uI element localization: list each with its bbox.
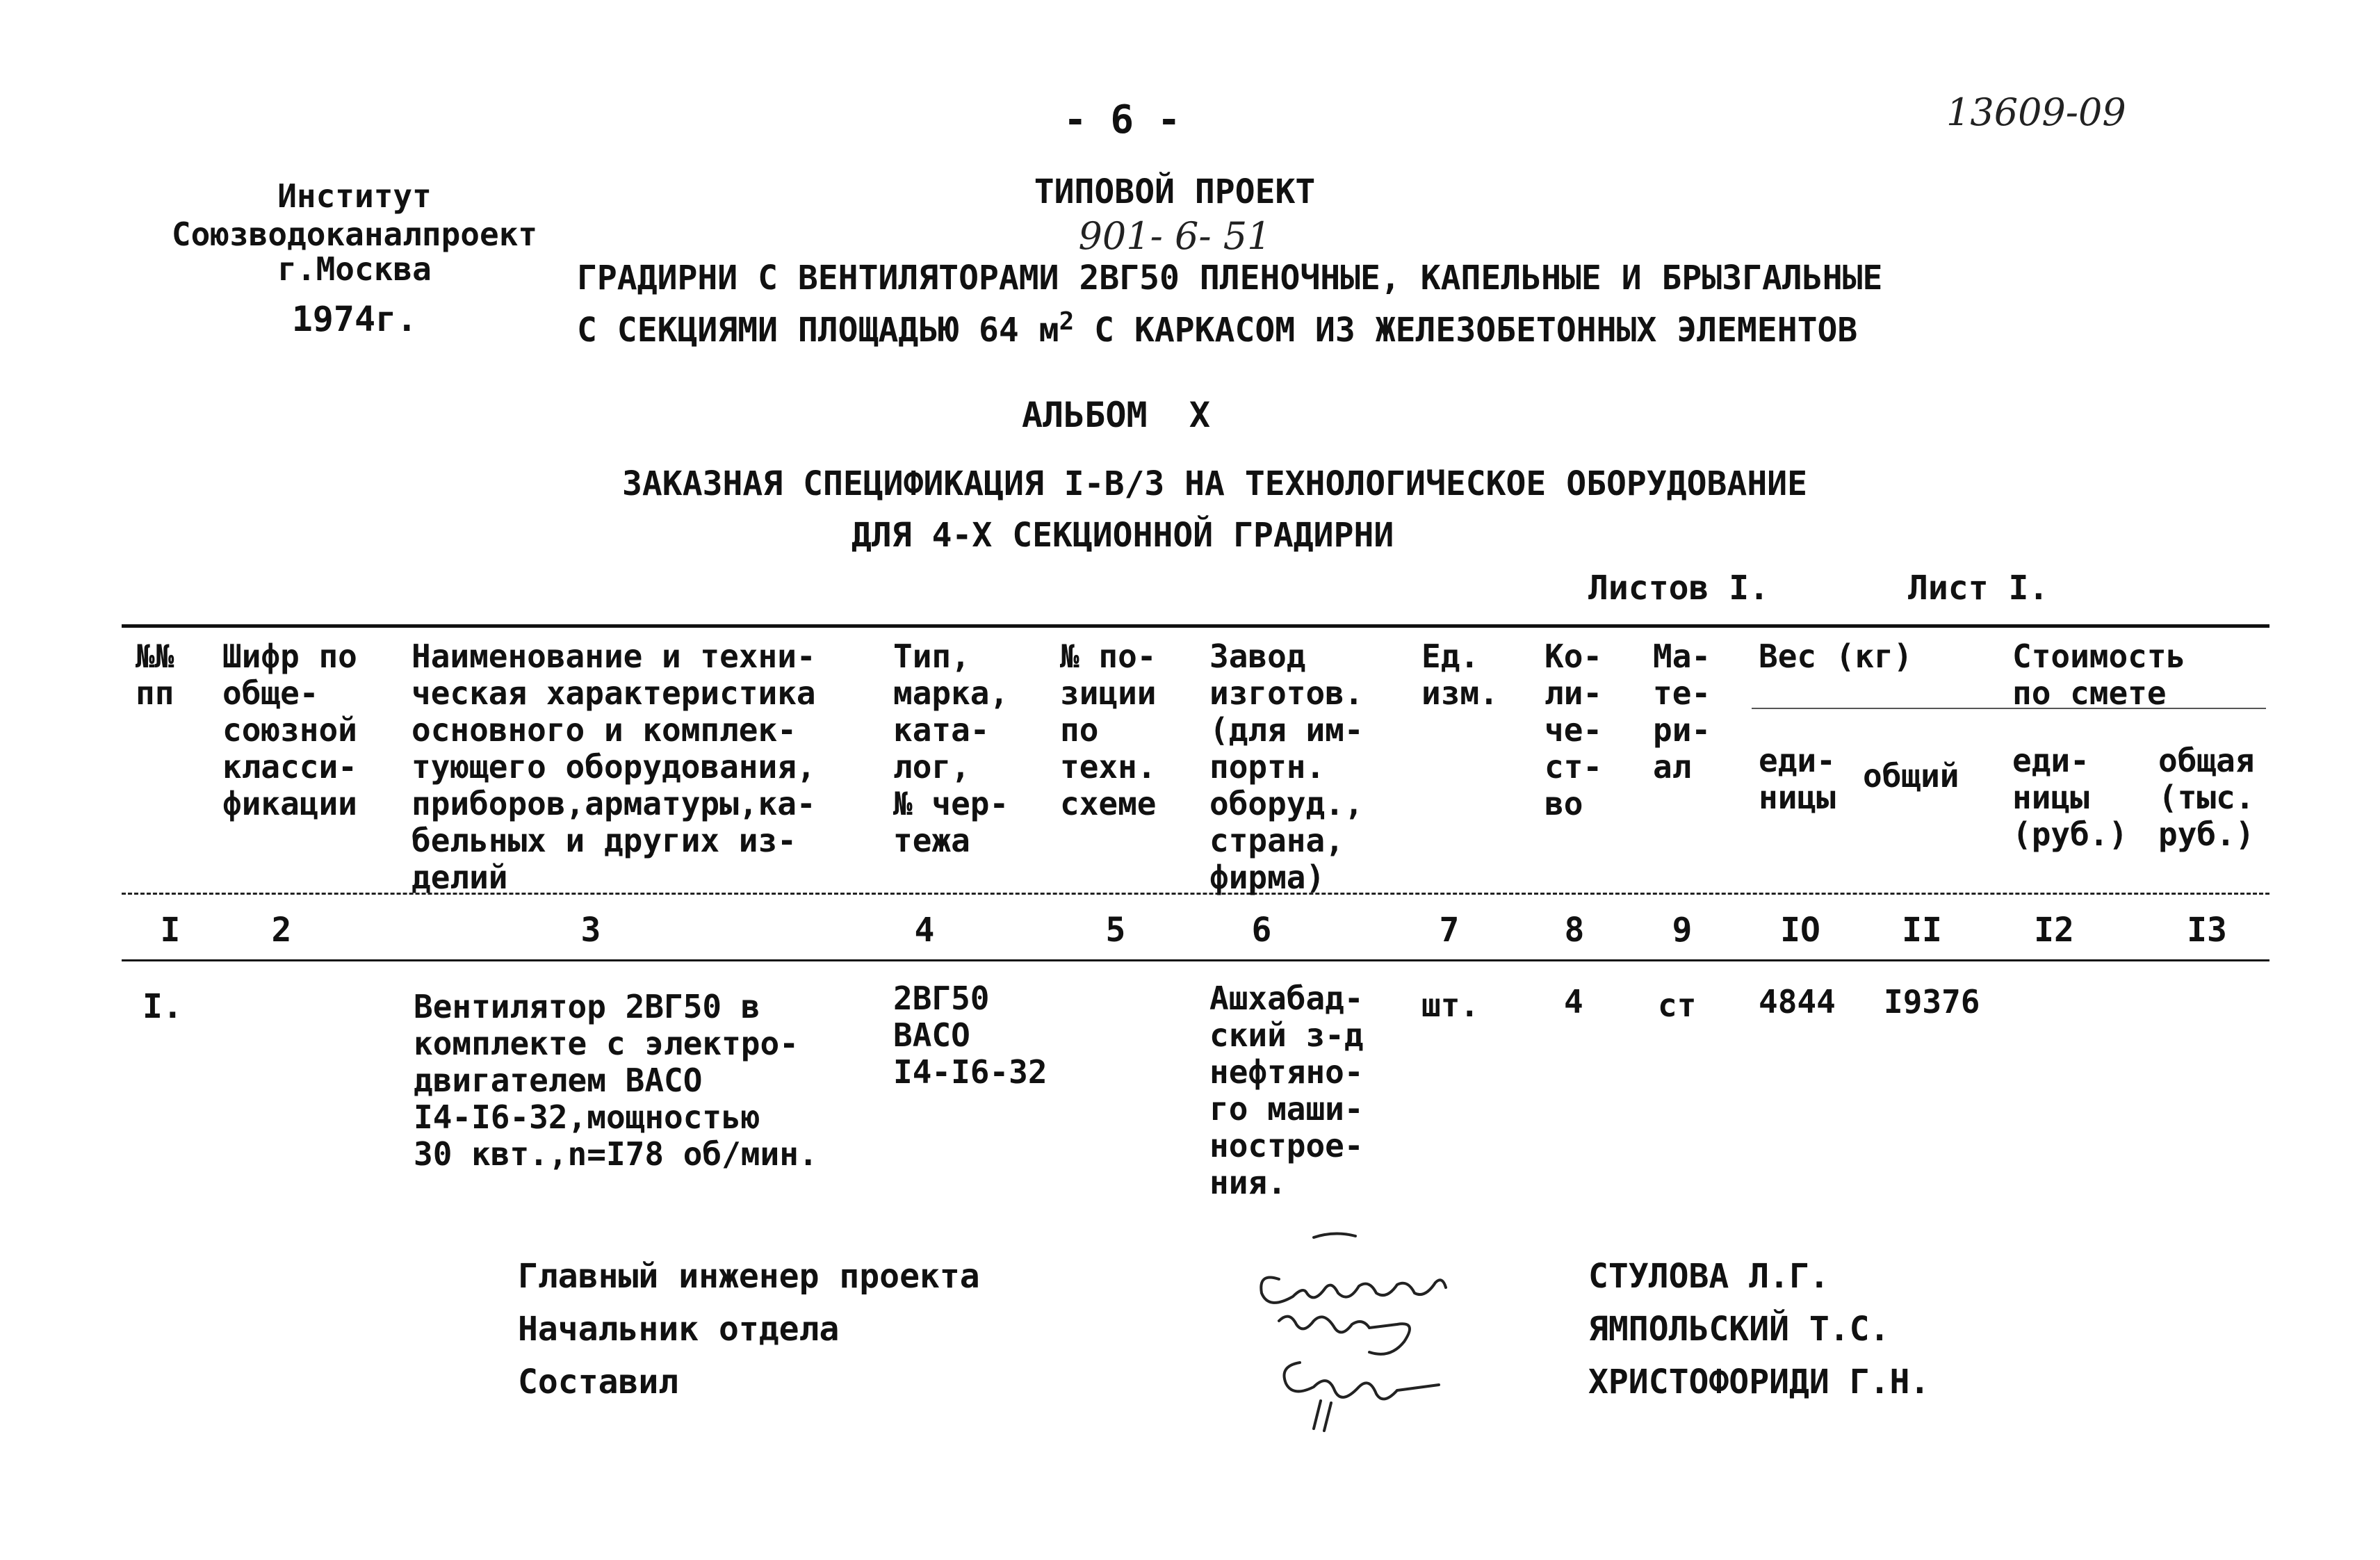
signature-head (1279, 1317, 1410, 1354)
colnum-2: 2 (271, 911, 292, 950)
colnum-11: II (1902, 911, 1942, 950)
sig-name-chief: СТУЛОВА Л.Г. (1588, 1257, 1829, 1296)
institute-line2: Союзводоканалпроект (171, 216, 538, 253)
header-weight-total: общий (1863, 757, 1959, 795)
colnum-9: 9 (1672, 911, 1693, 950)
colnum-4: 4 (914, 911, 935, 950)
institute-year: 1974г. (291, 299, 418, 339)
colnum-7: 7 (1439, 911, 1460, 950)
colnum-5: 5 (1105, 911, 1126, 950)
row-weight-total: I9376 (1884, 983, 1980, 1021)
header-col4: Тип, марка, ката- лог, № чер- тежа (893, 637, 1009, 859)
colnum-8: 8 (1564, 911, 1585, 950)
spec-line1: ЗАКАЗНАЯ СПЕЦИФИКАЦИЯ I-В/3 НА ТЕХНОЛОГИЧЕСКОЕ ОБОРУДОВАНИЕ (622, 464, 1808, 503)
institute-city: г.Москва (277, 250, 432, 288)
row-name: Вентилятор 2ВГ50 в комплекте с электро- двигателем ВАСО I4-I6-32,мощностью 30 квт.,n=I78 об/мин. (414, 988, 818, 1173)
numbers-bottom-rule (122, 959, 2269, 961)
row-number: I. (142, 987, 183, 1026)
header-weight: Вес (кг) (1759, 637, 1913, 675)
header-col1: №№ пп (136, 637, 174, 712)
project-heading: ТИПОВОЙ ПРОЕКТ (1034, 172, 1316, 211)
header-col3: Наименование и техни- ческая характеристика основного и комплек- тующего оборудования, приборов,арматуры,ка- бельных и других из- делий (411, 637, 816, 896)
sig-role-chief: Главный инженер проекта (518, 1257, 980, 1296)
colnum-10: IO (1780, 911, 1820, 950)
title-line2: С СЕКЦИЯМИ ПЛОЩАДЬЮ 64 $м^2$ С КАРКАСОМ ИЗ ЖЕЛЕЗОБЕТОННЫХ ЭЛЕМЕНТОВ (577, 307, 1858, 350)
signature-compiler (1285, 1363, 1440, 1399)
row-type: 2ВГ50 ВАСО I4-I6-32 (893, 980, 1048, 1091)
colnum-3: 3 (580, 911, 601, 950)
header-col7: Ед. изм. (1421, 637, 1499, 712)
title-line1: ГРАДИРНИ С ВЕНТИЛЯТОРАМИ 2ВГ50 ПЛЕНОЧНЫЕ, КАПЕЛЬНЫЕ И БРЫЗГАЛЬНЫЕ (577, 259, 1883, 298)
header-cost-unit: еди- ницы (руб.) (2012, 742, 2128, 853)
header-cost-total: общая (тыс. руб.) (2158, 742, 2255, 853)
spec-line2: ДЛЯ 4-Х СЕКЦИОННОЙ ГРАДИРНИ (851, 516, 1394, 555)
table-top-rule (122, 624, 2269, 628)
row-quantity: 4 (1564, 983, 1583, 1021)
row-weight-unit: 4844 (1759, 983, 1836, 1021)
sig-name-head: ЯМПОЛЬСКИЙ Т.С. (1588, 1310, 1890, 1349)
institute-line1: Институт (277, 177, 432, 215)
signature-tail (1314, 1401, 1331, 1431)
sig-role-head: Начальник отдела (518, 1310, 840, 1349)
project-number: 901- 6- 51 (1078, 214, 1271, 258)
album: АЛЬБОМ X (1022, 395, 1210, 435)
header-col6: Завод изготов. (для им- портн. оборуд., страна, фирма) (1209, 637, 1364, 896)
header-weight-unit: еди- ницы (1759, 742, 1836, 816)
signature-chief (1261, 1278, 1446, 1303)
header-col9: Ма- те- ри- ал (1653, 637, 1711, 786)
sig-name-compiler: ХРИСТОФОРИДИ Г.Н. (1588, 1363, 1930, 1401)
colnum-6: 6 (1251, 911, 1272, 950)
sig-role-compiler: Составил (518, 1363, 679, 1401)
colnum-1: I (160, 911, 181, 950)
colnum-13: I3 (2187, 911, 2227, 950)
header-cost: Стоимость по смете (2012, 637, 2186, 712)
page-number: - 6 - (1063, 97, 1181, 143)
header-col8: Ко- ли- че- ст- во (1544, 637, 1603, 822)
signature-stroke-top (1314, 1233, 1355, 1237)
sheets-count: Листов I. (1588, 569, 1770, 608)
colnum-12: I2 (2034, 911, 2074, 950)
doc-code: 13609-09 (1946, 90, 2126, 134)
header-col2: Шифр по обще- союзной класси- фикации (222, 637, 357, 822)
row-unit: шт. (1421, 986, 1480, 1024)
handwritten-signatures (1237, 1224, 1515, 1432)
header-col5: № по- зиции по техн. схеме (1060, 637, 1157, 822)
sheet-number: Лист I. (1908, 569, 2049, 608)
row-material: ст (1658, 986, 1697, 1024)
row-plant: Ашхабад- ский з-д нефтяно- го маши- нострое- ния. (1209, 980, 1364, 1201)
